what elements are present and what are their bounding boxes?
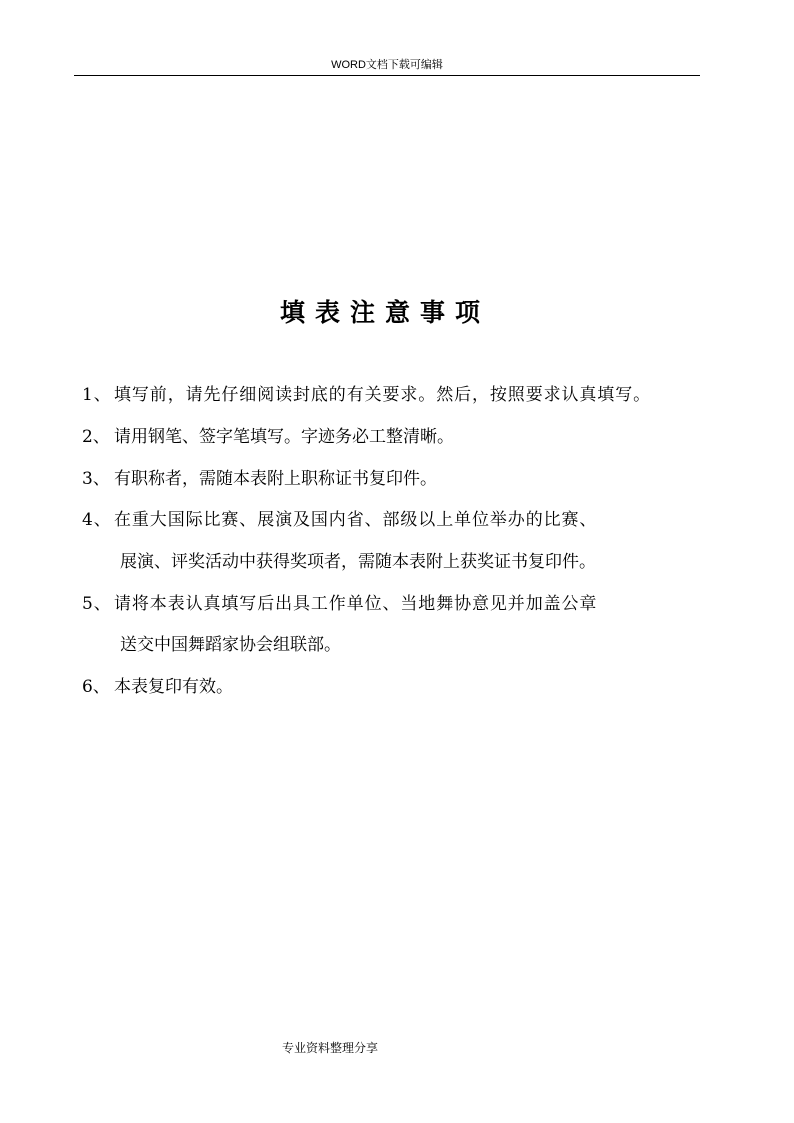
notice-item-number: 3、 (82, 469, 110, 489)
notice-item-5 (82, 592, 597, 616)
document-title: 填表注意事项 (279, 298, 490, 327)
notice-item-text: 本表复印有效。 (114, 677, 233, 697)
notice-item-1 (82, 383, 651, 407)
notice-item-text: 在重大国际比赛、展演及国内省、部级以上单位举办的比赛、 (114, 510, 598, 530)
notice-item-3 (82, 467, 437, 491)
notice-item-text: 请用钢笔、签字笔填写。字迹务必工整清晰。 (114, 427, 454, 447)
notice-item-number: 1、 (82, 385, 112, 405)
notice-item-4-continuation: 展演、评奖活动中获得奖项者，需随本表附上获奖证书复印件。 (120, 552, 596, 572)
notice-item-text: 填写前，请先仔细阅读封底的有关要求。然后，按照要求认真填写。 (114, 385, 651, 405)
notice-item-number: 2、 (82, 427, 110, 447)
notice-item-5-continuation: 送交中国舞蹈家协会组联部。 (120, 635, 341, 655)
notice-item-text: 有职称者，需随本表附上职称证书复印件。 (114, 469, 437, 489)
page-header: WORD文档下载可编辑 (74, 58, 700, 76)
notice-item-text: 请将本表认真填写后出具工作单位、当地舞协意见并加盖公章 (114, 594, 598, 614)
page-footer: 专业资料整理分享 (281, 1041, 378, 1055)
notice-item-6 (82, 675, 233, 699)
notice-item-number: 4、 (82, 510, 112, 530)
notice-item-number: 6、 (82, 677, 110, 697)
notice-item-2 (82, 425, 454, 449)
notice-item-4 (82, 508, 597, 532)
notice-item-number: 5、 (82, 594, 112, 614)
